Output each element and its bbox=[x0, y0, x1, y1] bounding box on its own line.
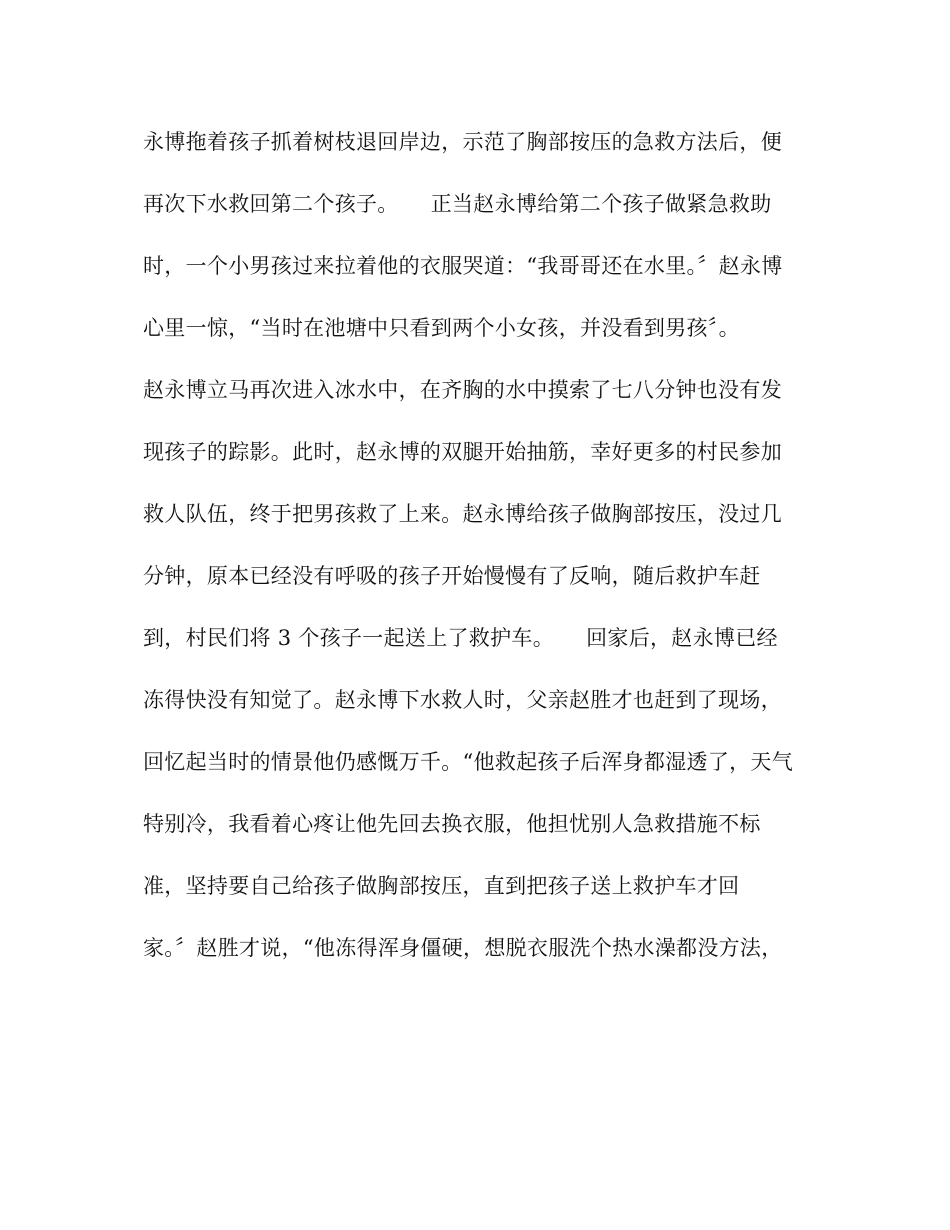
text-line: 永博拖着孩子抓着树枝退回岸边，示范了胸部按压的急救方法后，便 bbox=[143, 130, 782, 154]
text-line: 冻得快没有知觉了。赵永博下水救人时，父亲赵胜才也赶到了现场， bbox=[143, 688, 782, 712]
text-line: 时，一个小男孩过来拉着他的衣服哭道：“我哥哥还在水里。〞赵永博 bbox=[143, 254, 783, 278]
text-line: 救人队伍，终于把男孩救了上来。赵永博给孩子做胸部按压，没过几 bbox=[143, 502, 782, 526]
text-line: 到，村民们将 3 个孩子一起送上了救护车。 回家后，赵永博已经 bbox=[143, 626, 778, 650]
text-line: 心里一惊，“当时在池塘中只看到两个小女孩，并没看到男孩〞。 bbox=[143, 316, 740, 340]
text-line: 回忆起当时的情景他仍感慨万千。“他救起孩子后浑身都湿透了，天气 bbox=[143, 750, 794, 774]
text-line: 特别冷，我看着心疼让他先回去换衣服，他担忧别人急救措施不标 bbox=[143, 812, 761, 836]
text-line: 赵永博立马再次进入冰水中，在齐胸的水中摸索了七八分钟也没有发 bbox=[143, 378, 782, 402]
body-text bbox=[143, 120, 843, 988]
text-line: 家。〞赵胜才说，“他冻得浑身僵硬，想脱衣服洗个热水澡都没方法， bbox=[143, 936, 783, 960]
text-line: 现孩子的踪影。此时，赵永博的双腿开始抽筋，幸好更多的村民参加 bbox=[143, 440, 782, 464]
text-line: 分钟，原本已经没有呼吸的孩子开始慢慢有了反响，随后救护车赶 bbox=[143, 564, 761, 588]
text-line: 准，坚持要自己给孩子做胸部按压，直到把孩子送上救护车才回 bbox=[143, 874, 740, 898]
text-line: 再次下水救回第二个孩子。 正当赵永博给第二个孩子做紧急救助 bbox=[143, 192, 772, 216]
